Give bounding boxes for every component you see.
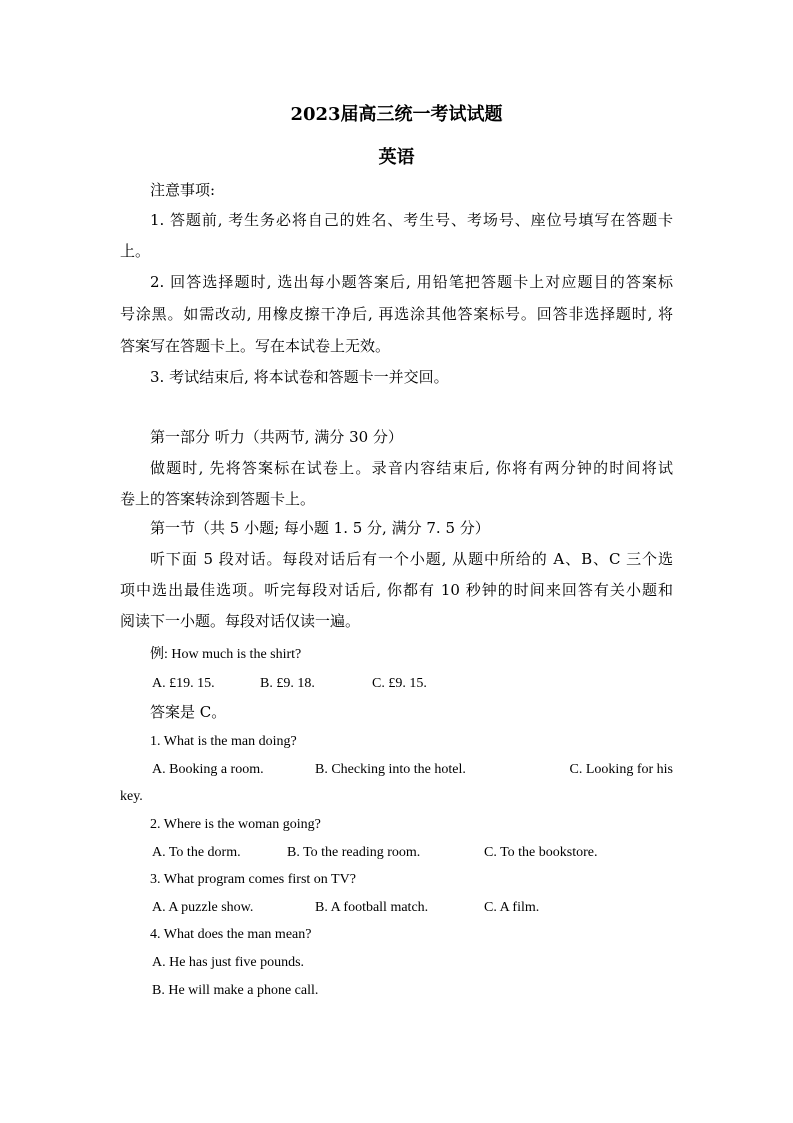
notice-item2-line2: 号涂黑。如需改动, 用橡皮擦干净后, 再选涂其他答案标号。回答非选择题时, 将 [120, 305, 673, 323]
question-3-option-c: C. A film. [484, 900, 540, 915]
section1-line3: 阅读下一小题。每段对话仅读一遍。 [120, 612, 361, 630]
notice-item2-line1: 2. 回答选择题时, 选出每小题答案后, 用铅笔把答题卡上对应题目的答案标 [150, 273, 673, 291]
notice-item3: 3. 考试结束后, 将本试卷和答题卡一并交回。 [150, 368, 449, 386]
question-4-option-a: A. He has just five pounds. [152, 955, 305, 970]
question-1: 1. What is the man doing? [150, 734, 297, 749]
question-4: 4. What does the man mean? [150, 927, 312, 942]
notice-heading: 注意事项: [150, 181, 216, 199]
question-1-option-c-cont: key. [120, 789, 143, 804]
exam-title: 2023届高三统一考试试题 [290, 104, 503, 125]
question-3-option-b: B. A football match. [315, 900, 429, 915]
example-option-a: A. £19. 15. [152, 676, 215, 691]
question-2-option-a: A. To the dorm. [152, 845, 241, 860]
subject-title: 英语 [378, 147, 415, 168]
question-3-option-a: A. A puzzle show. [152, 900, 254, 915]
question-1-option-c: C. Looking for his [569, 762, 673, 777]
question-3: 3. What program comes first on TV? [150, 872, 356, 887]
notice-item1-line1: 1. 答题前, 考生务必将自己的姓名、考生号、考场号、座位号填写在答题卡 [150, 211, 673, 229]
example-question: 例: How much is the shirt? [150, 647, 302, 662]
question-1-option-a: A. Booking a room. [152, 762, 264, 777]
example-answer: 答案是 C。 [150, 703, 227, 721]
question-4-option-b: B. He will make a phone call. [152, 983, 319, 998]
part1-intro-line1: 做题时, 先将答案标在试卷上。录音内容结束后, 你将有两分钟的时间将试 [150, 459, 673, 477]
question-2: 2. Where is the woman going? [150, 817, 321, 832]
section1-line2: 项中选出最佳选项。听完每段对话后, 你都有 10 秒钟的时间来回答有关小题和 [120, 581, 673, 599]
part1-intro-line2: 卷上的答案转涂到答题卡上。 [120, 490, 316, 508]
question-1-option-b: B. Checking into the hotel. [315, 762, 466, 777]
notice-item2-line3: 答案写在答题卡上。写在本试卷上无效。 [120, 337, 391, 355]
part1-heading: 第一部分 听力（共两节, 满分 30 分） [150, 428, 403, 446]
example-option-b: B. £9. 18. [260, 676, 315, 691]
notice-item1-line2: 上。 [120, 242, 151, 260]
example-option-c: C. £9. 15. [372, 676, 427, 691]
section1-heading: 第一节（共 5 小题; 每小题 1. 5 分, 满分 7. 5 分） [150, 519, 490, 537]
question-2-option-b: B. To the reading room. [287, 845, 421, 860]
section1-line1: 听下面 5 段对话。每段对话后有一个小题, 从题中所给的 A、B、C 三个选 [150, 550, 673, 568]
question-2-option-c: C. To the bookstore. [484, 845, 598, 860]
